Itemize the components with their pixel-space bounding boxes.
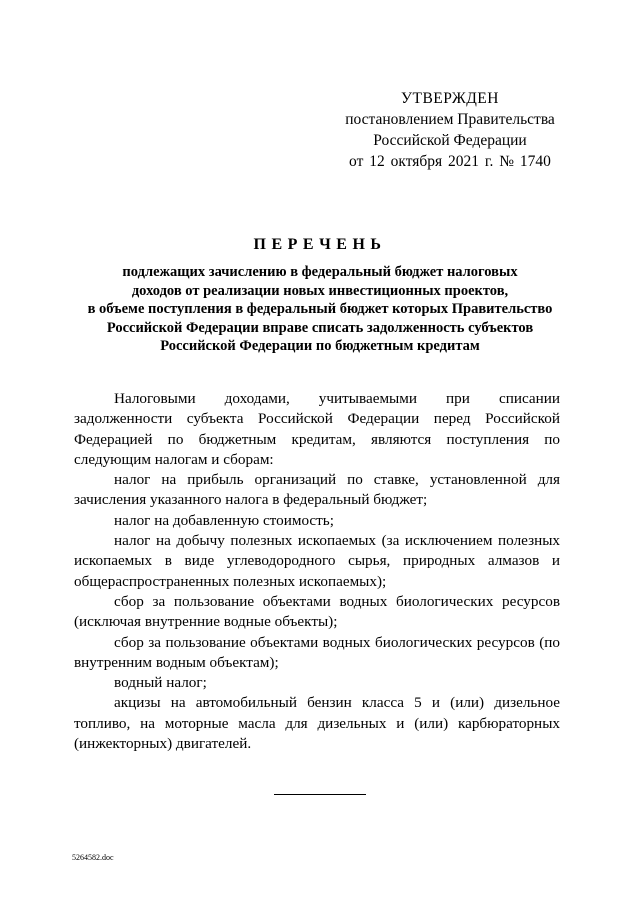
body-paragraph: налог на добавленную стоимость; — [114, 511, 334, 529]
document-subtitle — [70, 263, 570, 356]
body-paragraph: налог на добычу полезных ископаемых (за исключением полезных ископаемых в виде углеводородного сырья, природных алмазов и общераспространенных полезных ископаемых); — [74, 532, 560, 590]
body-paragraph: налог на прибыль организаций по ставке, установленной для зачисления указанного налога в федеральный бюджет; — [74, 471, 560, 509]
subtitle-line: подлежащих зачислению в федеральный бюджет налоговых — [122, 264, 518, 280]
approval-line-1: постановлением Правительства — [345, 111, 555, 128]
subtitle-line: Российской Федерации вправе списать задолженность субъектов — [106, 319, 534, 336]
body-paragraph: сбор за пользование объектами водных биологических ресурсов (исключая внутренние водные объекты); — [74, 592, 560, 631]
subtitle-line: доходов от реализации новых инвестиционных проектов, — [131, 282, 509, 299]
approval-date-line: от 12 октября 2021 г. № 1740 — [349, 153, 551, 170]
file-reference: 5264582.doc — [72, 853, 114, 862]
document-body — [74, 389, 560, 754]
body-paragraph: водный налог; — [114, 674, 207, 692]
subtitle-line: Российской Федерации по бюджетным кредитам — [160, 338, 480, 354]
approval-block — [340, 88, 560, 172]
body-paragraph: Налоговыми доходами, учитываемыми при списании задолженности субъекта Российской Федерации перед Российской Федерацией по бюджетным кредитам, являются поступления по следующим налогам и сборам: — [74, 390, 560, 468]
approval-heading: УТВЕРЖДЕН — [401, 90, 499, 107]
approval-line-2: Российской Федерации — [373, 132, 527, 149]
document-title: ПЕРЕЧЕНЬ — [253, 236, 387, 253]
body-paragraph: сбор за пользование объектами водных биологических ресурсов (по внутренним водным объектам); — [74, 633, 560, 671]
body-paragraph: акцизы на автомобильный бензин класса 5 и (или) дизельное топливо, на моторные масла для дизельных и (или) карбюраторных (инжекторных) двигателей. — [74, 694, 560, 753]
subtitle-line: в объеме поступления в федеральный бюджет которых Правительство — [87, 301, 553, 317]
end-divider — [274, 794, 366, 795]
